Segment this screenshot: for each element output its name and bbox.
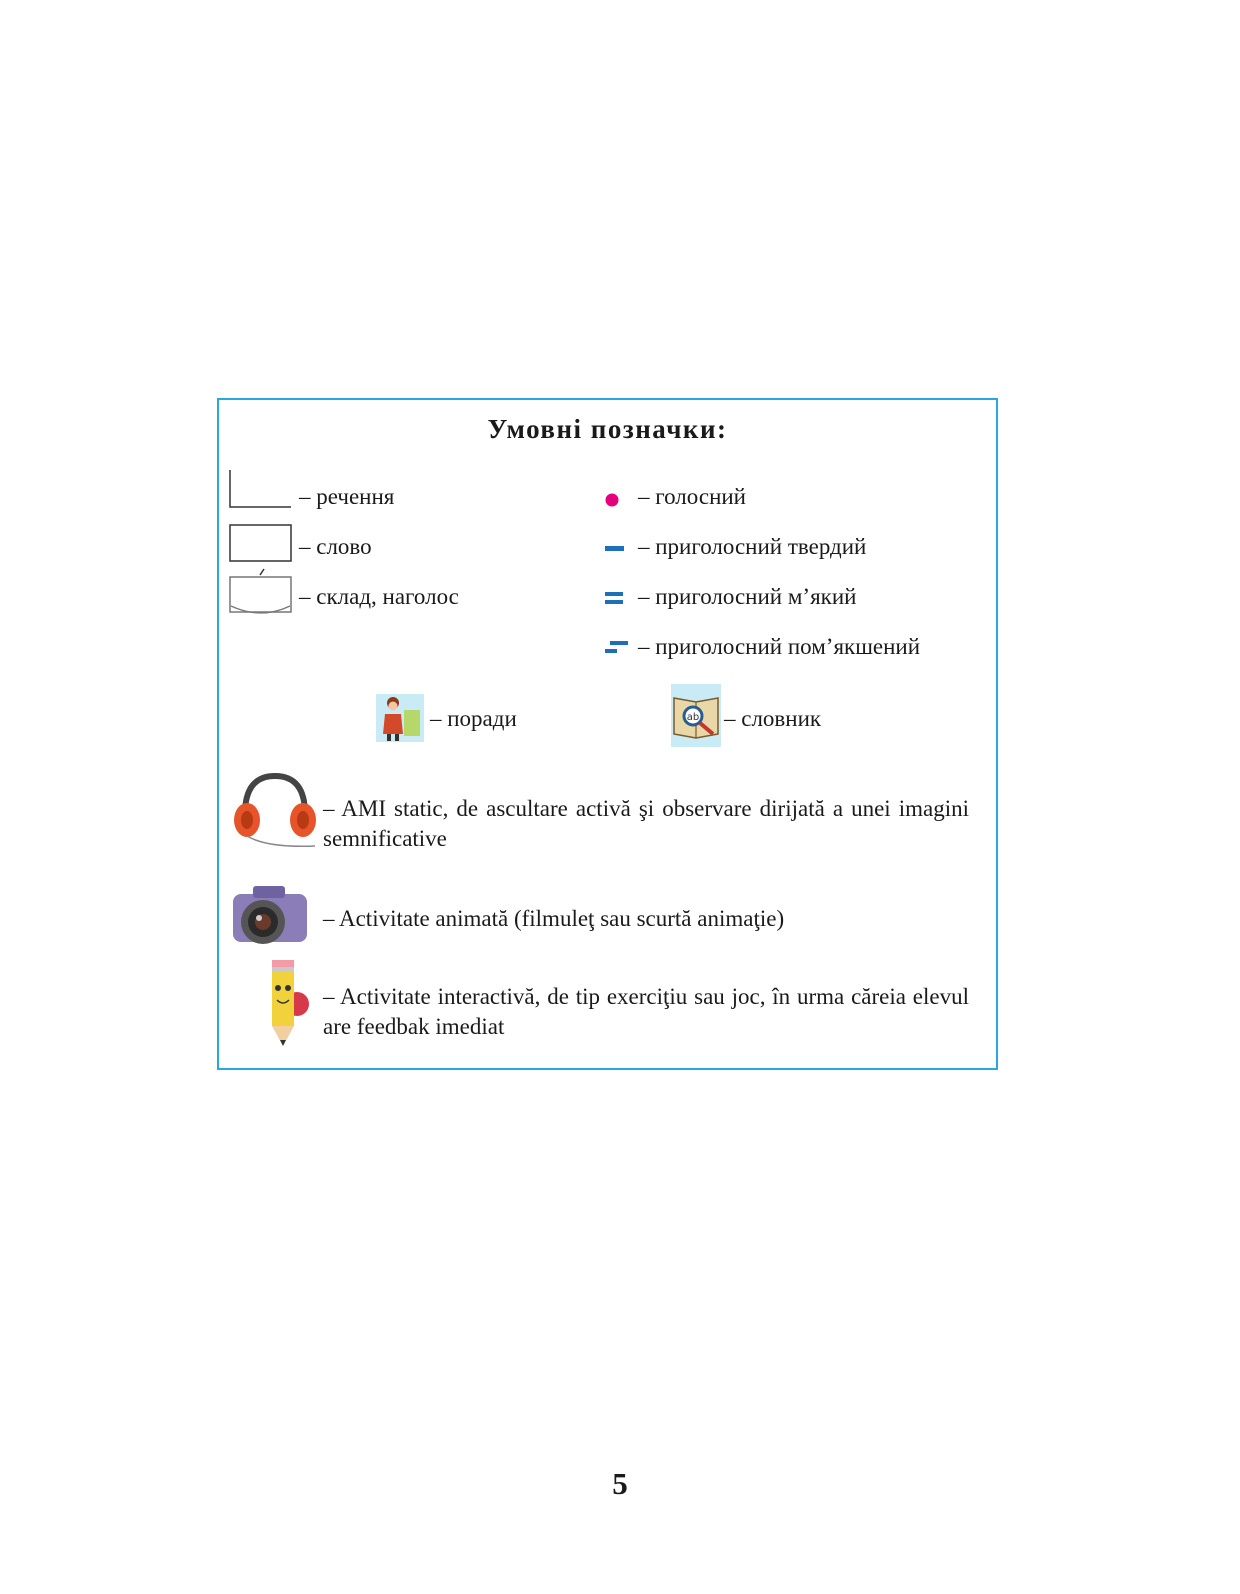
camera-icon: [227, 878, 321, 952]
legend-item-animated-activity: – Activitate animată (filmuleţ sau scurtă animaţie): [323, 906, 785, 931]
legend-item-hard-consonant: – приголосний твердий: [638, 534, 867, 559]
pencil-character-icon: [259, 956, 317, 1050]
softened-consonant-dash-icon: [604, 640, 630, 656]
legend-item-ami-static: – AMI static, de ascultare activă şi observare dirijată a unei imagini semnificative: [323, 796, 969, 851]
legend-item-interactive-activity: – Activitate interactivă, de tip exerciţiu sau joc, în urma căreia elevul are feedbak imediat: [323, 984, 969, 1039]
word-symbol-icon: [229, 524, 293, 564]
legend-box: [217, 398, 998, 1070]
legend-item-vowel: – голосний: [638, 484, 746, 509]
vowel-dot-icon: [604, 492, 620, 508]
page-number: 5: [612, 1466, 628, 1501]
hard-consonant-dash-icon: [604, 544, 626, 554]
headphones-icon: [227, 770, 317, 850]
legend-item-word: – слово: [299, 534, 372, 559]
legend-item-softened-consonant: – приголосний пом’якшений: [638, 634, 921, 659]
legend-item-sentence: – речення: [299, 484, 395, 509]
svg-text:ab: ab: [686, 712, 700, 723]
dictionary-magnifier-icon: [671, 684, 721, 747]
legend-title: Умовні позначки:: [487, 414, 728, 444]
teacher-icon: [376, 694, 424, 742]
soft-consonant-double-dash-icon: [604, 591, 626, 607]
legend-item-dictionary: – словник: [724, 706, 822, 731]
legend-item-syllable: – склад, наголос: [299, 584, 459, 609]
legend-item-tips: – поради: [430, 706, 517, 731]
syllable-stress-symbol-icon: [229, 568, 293, 616]
sentence-symbol-icon: [229, 470, 293, 510]
legend-item-soft-consonant: – приголосний м’який: [638, 584, 857, 609]
